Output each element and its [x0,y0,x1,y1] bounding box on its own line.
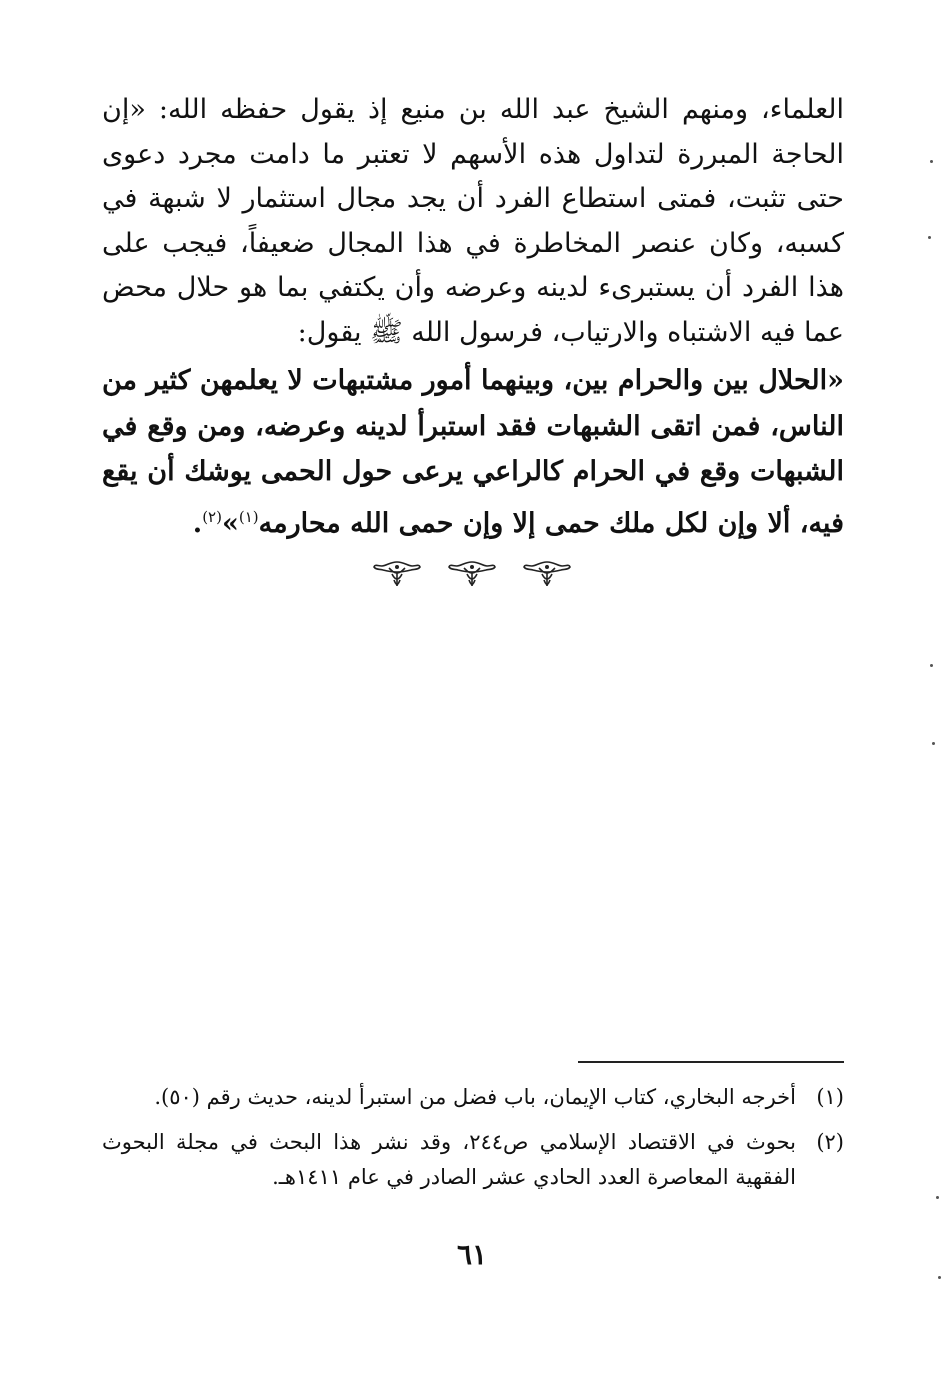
scan-margin-mark [936,1196,939,1199]
footnote-text: أخرجه البخاري، كتاب الإيمان، باب فضل من استبرأ لدينه، حديث رقم (٥٠). [154,1085,796,1109]
scan-margin-mark [938,1276,941,1279]
footnote-ref-2[interactable]: (٢) [202,507,222,526]
floral-ornament-icon [522,558,572,588]
page-number: ٦١ [456,1238,488,1271]
footnote-number: (٢) [816,1130,844,1154]
footnote-text: بحوث في الاقتصاد الإسلامي ص٢٤٤، وقد نشر هذا البحث في مجلة البحوث الفقهية المعاصرة العدد الحادي عشر الصادر في عام ١٤١١هـ. [102,1130,796,1189]
body-paragraph [102,88,844,355]
footnote-ref-1[interactable]: (١) [238,507,259,526]
footnote-number: (١) [816,1085,844,1109]
scan-margin-mark [928,236,931,239]
body-paragraph-text: العلماء، ومنهم الشيخ عبد الله بن منيع إذ يقول حفظه الله: «إن الحاجة المبررة لتداول هذه الأسهم لا تعتبر ما دامت مجرد دعوى حتى تثبت، فمتى استطاع الفرد أن يجد مجال استثمار لا شبهة في كسبه، وكان عنصر المخاطرة في هذا المجال ضعيفاً، فيجب على هذا الفرد أن يستبرىء لدينه وعرضه وأن يكتفي بما هو حلال محض عما فيه الاشتباه والارتياب، فرسول الله ﷺ يقول: [102,94,844,348]
floral-ornament-icon [447,558,497,588]
hadith-quote [102,358,844,546]
footnotes [102,1080,844,1205]
scan-margin-mark [932,742,935,745]
footnote-separator [578,1061,844,1063]
hadith-close-quote: » [221,507,239,539]
scan-margin-mark [930,664,933,667]
footnote-item [102,1080,844,1115]
floral-ornament-icon [372,558,422,588]
scan-margin-mark [930,160,933,163]
hadith-text: «الحلال بين والحرام بين، وبينهما أمور مشتبهات لا يعلمهن كثير من الناس، فمن اتقى الشبهات فقد استبرأ لدينه وعرضه، ومن وقع في الشبهات وقع في الحرام كالراعي يرعى حول الحمى يوشك أن يقع فيه، ألا وإن لكل ملك حمى إلا وإن حمى الله محارمه [102,365,844,539]
section-divider-ornaments [0,558,944,592]
hadith-end-mark: . [192,507,203,539]
footnote-item [102,1125,844,1195]
